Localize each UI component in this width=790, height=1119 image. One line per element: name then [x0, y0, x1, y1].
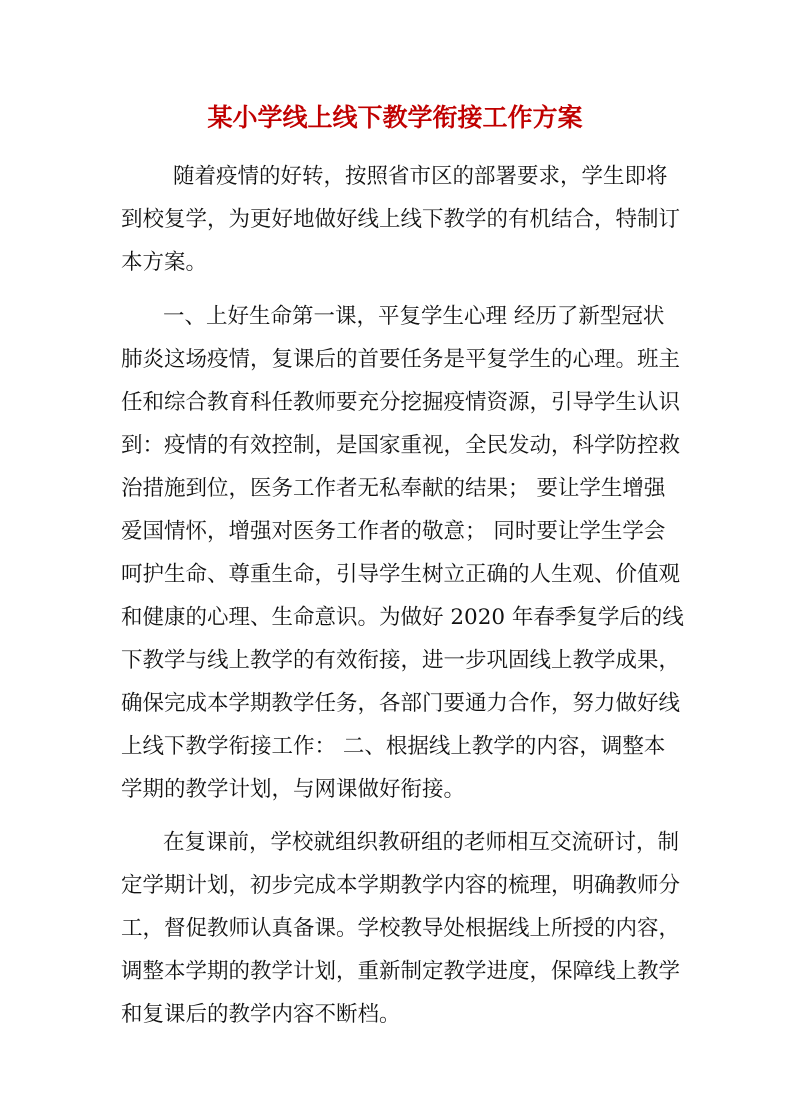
paragraph-3-line-3: 工，督促教师认真备课。学校教导处根据线上所授的内容， — [121, 916, 681, 941]
paragraph-1-line-3: 本方案。 — [121, 250, 208, 275]
paragraph-2-line-7: 呵护生命、尊重生命，引导学生树立正确的人生观、价值观 — [121, 562, 681, 587]
paragraph-2-line-4: 到：疫情的有效控制，是国家重视，全民发动，科学防控救 — [121, 433, 681, 458]
paragraph-2-line-2: 肺炎这场疫情，复课后的首要任务是平复学生的心理。班主 — [121, 347, 681, 372]
paragraph-2-line-5: 治措施到位，医务工作者无私奉献的结果； 要让学生增强 — [121, 476, 666, 501]
paragraph-1-line-1: 随着疫情的好转，按照省市区的部署要求，学生即将 — [173, 164, 668, 189]
paragraph-1-line-2: 到校复学，为更好地做好线上线下教学的有机结合，特制订 — [121, 207, 681, 232]
paragraph-3-line-2: 定学期计划，初步完成本学期教学内容的梳理，明确教师分 — [121, 873, 681, 898]
paragraph-2-line-11: 上线下教学衔接工作： 二、根据线上教学的内容，调整本 — [121, 734, 666, 759]
document-title: 某小学线上线下教学衔接工作方案 — [207, 103, 583, 132]
paragraph-2-line-12: 学期的教学计划，与网课做好衔接。 — [121, 777, 466, 802]
paragraph-2-line-6: 爱国情怀，增强对医务工作者的敬意； 同时要让学生学会 — [121, 519, 666, 544]
paragraph-2-line-9: 下教学与线上教学的有效衔接，进一步巩固线上教学成果， — [121, 648, 681, 673]
paragraph-2-line-10: 确保完成本学期教学任务，各部门要通力合作，努力做好线 — [121, 691, 681, 716]
paragraph-2-line-8: 和健康的心理、生命意识。为做好 2020 年春季复学后的线 — [121, 605, 684, 630]
paragraph-3-line-1: 在复课前，学校就组织教研组的老师相互交流研讨，制 — [163, 830, 680, 855]
paragraph-3-line-4: 调整本学期的教学计划，重新制定教学进度，保障线上教学 — [121, 959, 681, 984]
paragraph-2-line-3: 任和综合教育科任教师要充分挖掘疫情资源，引导学生认识 — [121, 390, 681, 415]
paragraph-3-line-5: 和复课后的教学内容不断档。 — [121, 1002, 401, 1027]
paragraph-2-line-1: 一、上好生命第一课，平复学生心理 经历了新型冠状 — [163, 304, 665, 329]
